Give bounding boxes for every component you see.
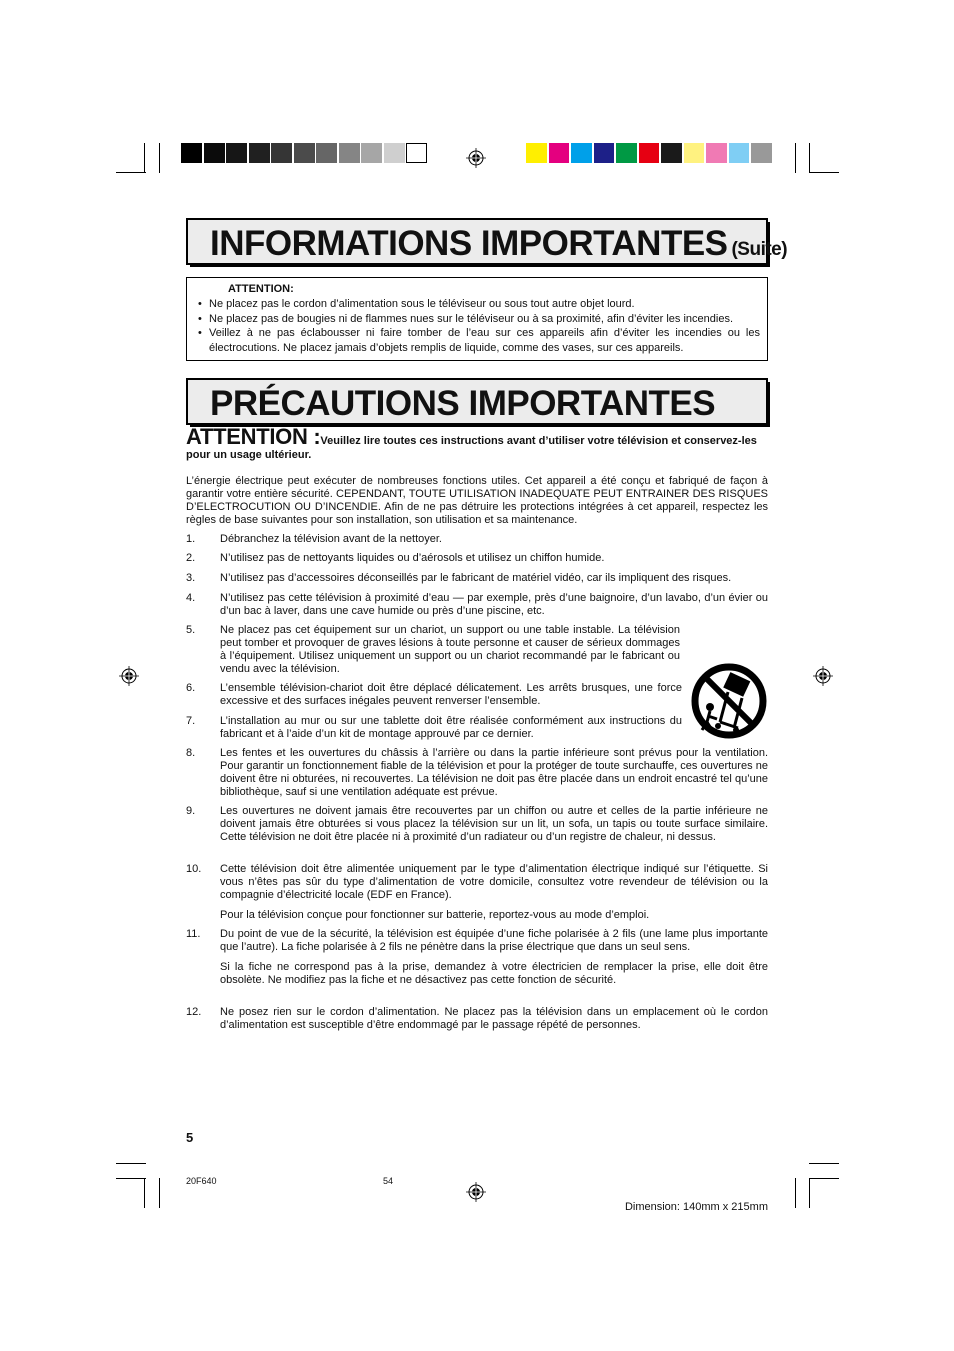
color-swatch	[384, 143, 405, 163]
color-swatch	[271, 143, 292, 163]
intro-paragraph: L’énergie électrique peut exécuter de nombreuses fonctions utiles. Cet appareil a été conçu et fabriqué de façon à garantir votre entière sécurité. CEPENDANT, TOUTE UTILISATION INADEQUATE PEUT ENTRAINER DES RISQUES D’ELECTROCUTION OU D’INCENDIE. Afin de ne pas détruire les protections intégrées à cet appareil, respectez les règles de base suivantes pour son installation, son utilisation et sa maintenance.	[186, 475, 768, 526]
attention-label: ATTENTION :	[186, 424, 321, 449]
cart-tip-over-warning-icon	[690, 662, 768, 740]
registration-mark-icon	[813, 666, 833, 686]
list-item: 8. Les fentes et les ouvertures du châssis à l’arrière ou dans la partie inférieure sont prévus pour la ventilation. Pour garantir un fonctionnement fiable de la télévision et pour la protéger de toute surchauffe, ces ouvertures ne doivent être ni obturées, ni recouvertes. La télévision ne doit pas être placée dans un endroit encastré tel qu’une bibliothèque, sauf si une ventilation adéquate est prévue.	[186, 747, 768, 798]
model-number: 20F640	[186, 1176, 217, 1186]
list-item: 10. Cette télévision doit être alimentée uniquement par le type d’alimentation électrique indiqué sur l’étiquette. Si vous n’êtes pas sûr du type d’alimentation de votre domicile, consultez votre revendeur de télévision ou la compagnie d’électricité locale (EDF en France). Pour la télévision conçue pour fonctionner sur batterie, reportez-vous au mode d’emploi.	[186, 863, 768, 921]
attention-notice	[186, 424, 769, 462]
color-swatch	[204, 143, 225, 163]
color-swatch	[571, 143, 592, 163]
list-item: 4. N’utilisez pas cette télévision à proximité d’eau — par exemple, près d’une baignoire, d’un lavabo, d’un évier ou d’un bac à laver, dans une cave humide ou près d’une piscine, etc.	[186, 592, 768, 617]
list-item: 3. N’utilisez pas d’accessoires déconseillés par le fabricant de matériel vidéo, car ils impliquent des risques.	[186, 572, 732, 584]
color-swatch	[684, 143, 705, 163]
color-swatch	[706, 143, 727, 163]
list-item: 6. L’ensemble télévision-chariot doit être déplacé délicatement. Les arrêts brusques, une force excessive et des surfaces inégales peuvent renverser l’ensemble.	[186, 682, 682, 707]
color-swatch	[406, 143, 427, 163]
color-swatch	[661, 143, 682, 163]
section-title-box	[186, 218, 788, 265]
page-title: INFORMATIONS IMPORTANTES	[210, 224, 728, 263]
attention-box	[186, 277, 768, 361]
list-item: 2. N’utilisez pas de nettoyants liquides ou d’aérosols et utilisez un chiffon humide.	[186, 552, 605, 564]
list-item: 5. Ne placez pas cet équipement sur un chariot, un support ou une table instable. La télévision peut tomber et provoquer de graves lésions à toute personne et causer de sérieux dommages à l’équipement. Utilisez uniquement un support ou un chariot recommandé par le fabricant ou vendu avec la télévision.	[186, 624, 680, 675]
section-title-box	[186, 378, 768, 425]
color-swatch	[639, 143, 660, 163]
color-swatch	[294, 143, 315, 163]
color-swatch	[249, 143, 270, 163]
page-title-suffix: (Suite)	[731, 239, 788, 260]
list-item: • Ne placez pas de bougies ni de flammes nues sur le téléviseur ou à sa proximité, afin d’éviter les incendies.	[198, 312, 760, 327]
color-swatch	[594, 143, 615, 163]
registration-mark-icon	[466, 1182, 486, 1202]
registration-mark-icon	[466, 148, 486, 168]
color-swatch	[729, 143, 750, 163]
color-swatch	[526, 143, 547, 163]
list-item: 11. Du point de vue de la sécurité, la télévision est équipée d’une fiche polarisée à 2 fils (une lame plus importante que l’autre). La fiche polarisée à 2 fils ne pénètre dans la prise électrique que dans un seul sens. Si la fiche ne correspond pas à la prise, demandez à votre électricien de remplacer la prise, elle doit être obsolète. Ne modifiez pas la fiche et ne désactivez pas cette fonction de sécurité.	[186, 928, 768, 986]
dimension-label: Dimension: 140mm x 215mm	[624, 1201, 768, 1213]
list-item: 12. Ne posez rien sur le cordon d’alimentation. Ne placez pas la télévision dans un emplacement où le cordon d’alimentation est susceptible d’être endommagé par le passage répété de personnes.	[186, 1006, 768, 1031]
sheet-number: 54	[383, 1176, 394, 1186]
attention-box-list	[198, 297, 760, 355]
list-item: 1. Débranchez la télévision avant de la nettoyer.	[186, 533, 442, 545]
color-swatch	[751, 143, 772, 163]
attention-text: Veuillez lire toutes ces instructions avant d’utiliser votre télévision et conservez-les pour un usage ultérieur.	[186, 435, 757, 461]
registration-mark-icon	[119, 666, 139, 686]
list-item: 9. Les ouvertures ne doivent jamais être recouvertes par un chiffon ou autre et celles de la partie inférieure ne doivent jamais être obturées si vous placez la télévision sur un lit, un sofa, un tapis ou toute surface similaire. Cette télévision ne doit être placée ni à proximité d’un radiateur ou d’un registre de chaleur, ni dessus.	[186, 805, 768, 843]
attention-box-label: ATTENTION:	[228, 283, 294, 295]
color-swatch	[316, 143, 337, 163]
color-swatch	[226, 143, 247, 163]
color-swatch	[361, 143, 382, 163]
color-swatch	[616, 143, 637, 163]
list-item: • Veillez à ne pas éclabousser ni faire tomber de l’eau sur ces appareils afin d’éviter les incendies ou les électrocutions. Ne placez jamais d’objets remplis de liquide, comme des vases, sur ces appareils.	[198, 326, 760, 355]
list-item: • Ne placez pas le cordon d’alimentation sous le téléviseur ou sous tout autre objet lourd.	[198, 297, 760, 312]
list-item: 7. L’installation au mur ou sur une tablette doit être réalisée conformément aux instructions du fabricant et à l’aide d’un kit de montage approuvé par ce dernier.	[186, 715, 682, 740]
page-number: 5	[186, 1130, 194, 1145]
color-swatch	[549, 143, 570, 163]
color-swatch	[181, 143, 202, 163]
color-swatch	[339, 143, 360, 163]
section-title: PRÉCAUTIONS IMPORTANTES	[210, 384, 716, 423]
